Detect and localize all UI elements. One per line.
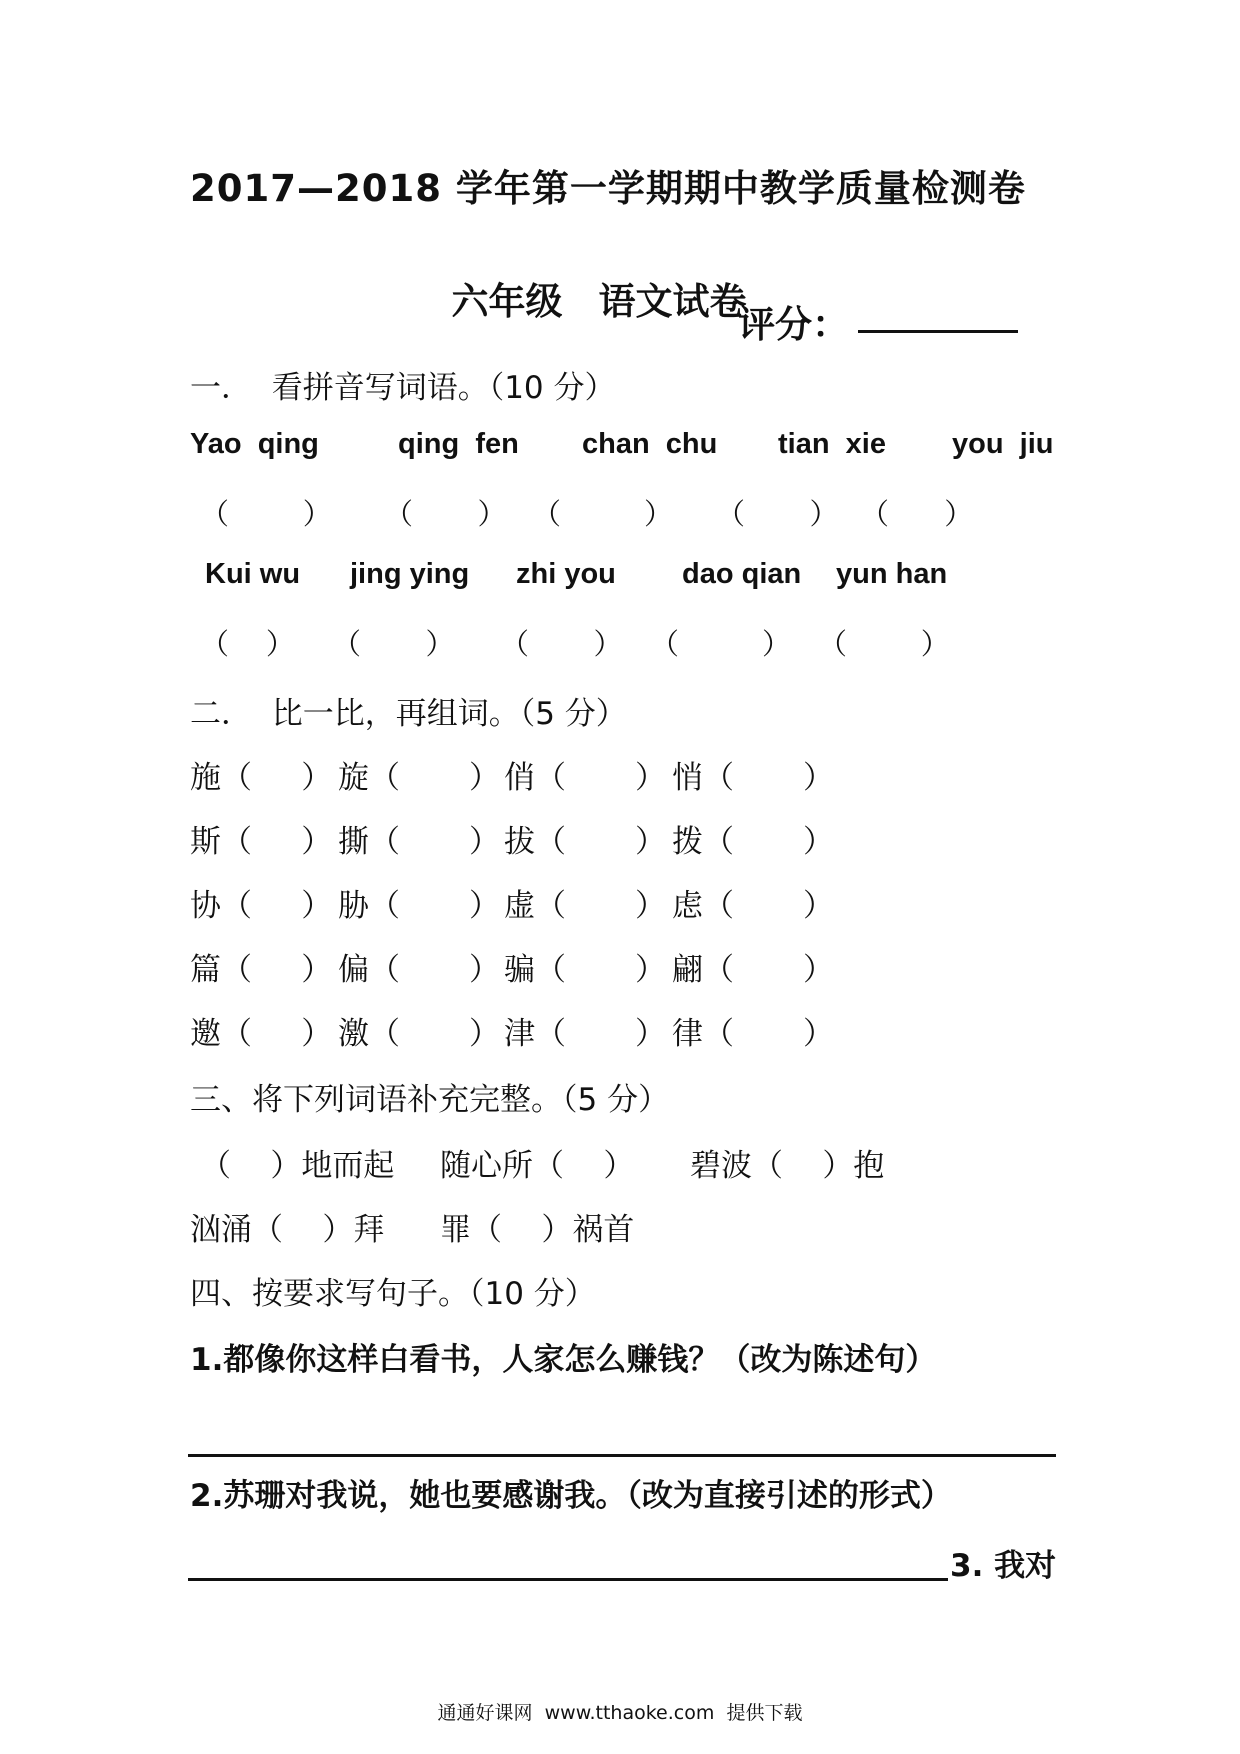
pinyin-item: Kui wu	[205, 558, 301, 590]
answer-blank[interactable]: （ ）	[650, 627, 791, 661]
compare-cell[interactable]: 俏（ ）	[504, 760, 666, 796]
compare-char: 邀	[190, 1016, 221, 1052]
compare-char: 俏	[504, 760, 535, 796]
compare-cell[interactable]: 撕（ ）	[338, 824, 500, 860]
compare-cell[interactable]: 律（ ）	[672, 1016, 834, 1052]
compare-char: 律	[672, 1016, 703, 1052]
answer-blank[interactable]: （ ）	[500, 627, 623, 661]
answer-blank[interactable]: （ ）	[532, 497, 673, 531]
compare-char: 胁	[338, 888, 369, 924]
answer-blank[interactable]: （ ）	[716, 497, 839, 531]
compare-char: 拔	[504, 824, 535, 860]
pinyin-item: Yao qing	[190, 428, 319, 460]
pinyin-item: qing fen	[398, 428, 519, 460]
grade-label: 六年级	[451, 280, 563, 323]
compare-cell[interactable]: 虚（ ）	[504, 888, 666, 924]
compare-cell[interactable]: 胁（ ）	[338, 888, 500, 924]
score-label: 评分：	[738, 303, 849, 346]
compare-cell[interactable]: 旋（ ）	[338, 760, 500, 796]
idiom-blank[interactable]: 随心所（ ）	[440, 1148, 635, 1184]
compare-char: 斯	[190, 824, 221, 860]
compare-cell[interactable]: 翩（ ）	[672, 952, 834, 988]
compare-char: 篇	[190, 952, 221, 988]
idiom-blank[interactable]: 汹涌（ ）拜	[190, 1212, 385, 1248]
score-blank[interactable]	[858, 330, 1018, 333]
pinyin-item: jing ying	[350, 558, 470, 590]
compare-char: 悄	[672, 760, 703, 796]
pinyin-item: chan chu	[582, 428, 718, 460]
exam-subtitle	[400, 228, 747, 368]
answer-blank[interactable]: （ ）	[860, 497, 974, 531]
compare-cell[interactable]: 协（ ）	[190, 888, 333, 924]
compare-cell[interactable]: 拔（ ）	[504, 824, 666, 860]
idiom-blank[interactable]: 碧波（ ）抱	[690, 1148, 885, 1184]
sentence-question-1: 1.都像你这样白看书，人家怎么赚钱？（改为陈述句）	[190, 1342, 937, 1378]
compare-cell[interactable]: 斯（ ）	[190, 824, 333, 860]
section2-heading: 二． 比一比，再组词。（5 分）	[190, 696, 627, 732]
compare-char: 旋	[338, 760, 369, 796]
compare-char: 协	[190, 888, 221, 924]
answer-blank[interactable]: （ ）	[818, 627, 950, 661]
compare-char: 施	[190, 760, 221, 796]
compare-cell[interactable]: 激（ ）	[338, 1016, 500, 1052]
pinyin-item: zhi you	[516, 558, 616, 590]
compare-cell[interactable]: 拨（ ）	[672, 824, 834, 860]
compare-cell[interactable]: 津（ ）	[504, 1016, 666, 1052]
answer-blank[interactable]: （ ）	[384, 497, 507, 531]
compare-cell[interactable]: 篇（ ）	[190, 952, 333, 988]
compare-cell[interactable]: 虑（ ）	[672, 888, 834, 924]
compare-char: 激	[338, 1016, 369, 1052]
compare-char: 津	[504, 1016, 535, 1052]
section4-heading: 四、按要求写句子。（10 分）	[190, 1276, 596, 1312]
idiom-blank[interactable]: （ ）地而起	[200, 1148, 395, 1184]
sentence-question-3: 3. 我对	[950, 1548, 1057, 1584]
compare-cell[interactable]: 邀（ ）	[190, 1016, 333, 1052]
section3-heading: 三、将下列词语补充完整。（5 分）	[190, 1082, 670, 1118]
answer-line-2[interactable]	[188, 1578, 948, 1581]
sentence-question-2: 2.苏珊对我说，她也要感谢我。（改为直接引述的形式）	[190, 1478, 952, 1514]
section1-heading: 一． 看拼音写词语。（10 分）	[190, 370, 616, 406]
pinyin-item: you jiu	[952, 428, 1054, 460]
footer-source: 通通好课网 www.tthaoke.com 提供下载	[437, 1702, 803, 1724]
compare-char: 虚	[504, 888, 535, 924]
compare-cell[interactable]: 骗（ ）	[504, 952, 666, 988]
compare-cell[interactable]: 偏（ ）	[338, 952, 500, 988]
compare-char: 撕	[338, 824, 369, 860]
compare-char: 骗	[504, 952, 535, 988]
exam-title: 2017—2018 学年第一学期期中教学质量检测卷	[190, 167, 1026, 210]
pinyin-item: dao qian	[682, 558, 802, 590]
compare-char: 偏	[338, 952, 369, 988]
pinyin-item: tian xie	[778, 428, 886, 460]
answer-blank[interactable]: （ ）	[332, 627, 455, 661]
subject-label: 语文试卷	[598, 280, 747, 323]
idiom-blank[interactable]: 罪（ ）祸首	[440, 1212, 635, 1248]
compare-cell[interactable]: 施（ ）	[190, 760, 333, 796]
answer-blank[interactable]: （ ）	[200, 627, 295, 661]
answer-blank[interactable]: （ ）	[200, 497, 332, 531]
compare-char: 拨	[672, 824, 703, 860]
answer-line-1[interactable]	[188, 1454, 1056, 1457]
pinyin-item: yun han	[836, 558, 948, 590]
compare-cell[interactable]: 悄（ ）	[672, 760, 834, 796]
compare-char: 翩	[672, 952, 703, 988]
compare-char: 虑	[672, 888, 703, 924]
